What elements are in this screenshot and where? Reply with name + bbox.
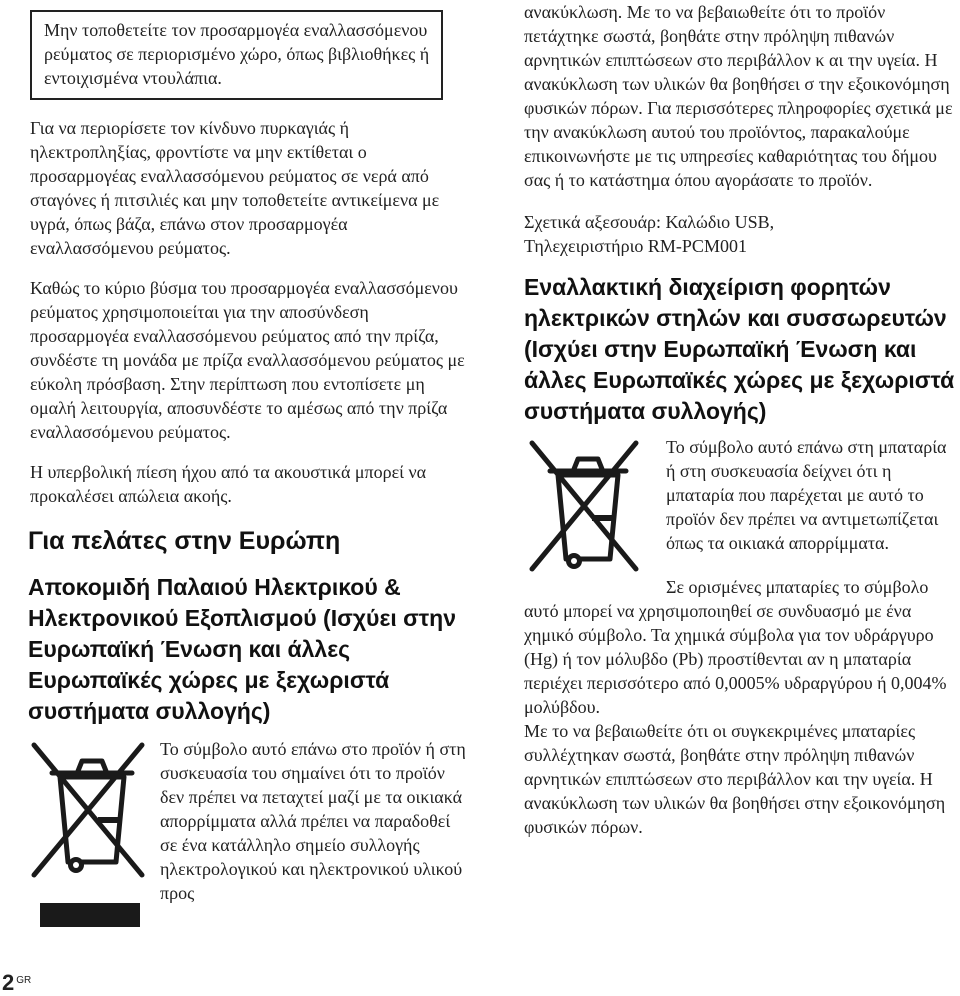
warning-text: Μην τοποθετείτε τον προσαρμογέα εναλλασσόμενου ρεύματος σε περιορισμένο χώρο, όπως βιβλιοθήκες ή εντοιχισμένα ντουλάπια. — [44, 20, 430, 88]
plug-disconnect-paragraph: Καθώς το κύριο βύσμα του προσαρμογέα εναλλασσόμενου ρεύματος χρησιμοποιείται για την αποσύνδεση προσαρμογέα εναλλασσόμενου ρεύματος από την πρίζα, συνδέστε τη μονάδα με πρίζα εναλλασσόμενου ρεύματος με εύκολη πρόσβαση. Στην περίπτωση που εντοπίσετε μη ομαλή λειτουργία, αποσυνδέστε το αμέσως από την πρίζα εναλλασσόμενου ρεύματος. — [30, 278, 465, 442]
chemical-symbol-paragraph: Σε ορισμένες μπαταρίες το σύμβολο αυτό μπορεί να χρησιμοποιηθεί σε συνδυασμό με ένα χημικό σύμβολο. Τα χημικά σύμβολα για τον υδράργυρο (Hg) ή τον μόλυβδο (Pb) προστίθενται αν η μπαταρία περιέχει περισσότερο από 0,0005% υδραργύρου ή 0,004% μολύβδου. — [524, 577, 947, 717]
accessories-line-1: Σχετικά αξεσουάρ: Καλώδιο USB, — [524, 212, 775, 232]
hearing-warning-paragraph: Η υπερβολική πίεση ήχου από τα ακουστικά μπορεί να προκαλέσει απώλεια ακοής. — [30, 462, 427, 506]
right-column — [524, 0, 960, 839]
left-column — [28, 0, 468, 927]
language-code: GR — [16, 975, 32, 986]
recycling-continued-paragraph: ανακύκλωση. Με το να βεβαιωθείτε ότι το προϊόν πετάχτηκε σωστά, βοηθάτε στην πρόληψη πιθανών αρνητικών επιπτώσεων στο περιβάλλον κ αι την υγεία. Η ανακύκλωση των υλικών θα βοηθήσει σ την εξοικονόμηση φυσικών πόρων. Για περισσότερες πληροφορίες σχετικά με την ανακύκλωση αυτού του προϊόντος, παρακαλούμε επικοινωνήστε με τις υπηρεσίες καθαριότητας του δήμου σας ή το κατάστημα όπου αγοράσατε το προϊόν. — [524, 2, 953, 190]
heading-customers-europe: Για πελάτες στην Ευρώπη — [28, 527, 341, 555]
page-number-value: 2 — [2, 970, 15, 995]
accessories-line-2: Τηλεχειριστήριο RM-PCM001 — [524, 236, 747, 256]
weee-symbol-block — [28, 737, 468, 905]
fire-warning-paragraph: Για να περιορίσετε τον κίνδυνο πυρκαγιάς ή ηλεκτροπληξίας, φροντίστε να μην εκτίθεται ο προσαρμογέας εναλλασσόμενου ρεύματος σε νερά από σταγόνες ή πιτσιλιές και μην τοποθετείτε αντικείμενα με υγρά, όπως βάζα, επάνω στον προσαρμογέα εναλλασσόμενου ρεύματος. — [30, 118, 440, 258]
weee-symbol-paragraph: Το σύμβολο αυτό επάνω στο προϊόν ή στη συσκευασία του σημαίνει ότι το προϊόν δεν πρέπει να πεταχτεί μαζί με τα οικιακά απορρίμματα αλλά πρέπει να παραδοθεί σε ένα κατάλληλο σημείο συλλογής ηλεκτρολογικού και ηλεκτρονικού υλικού προς — [160, 739, 466, 903]
heading-battery-disposal: Εναλλακτική διαχείριση φορητών ηλεκτρικών στηλών και συσσωρευτών (Ισχύει στην Ευρωπαϊκή Ένωση και άλλες Ευρωπαϊκές χώρες με ξεχωριστά συστήματα συλλογής) — [524, 274, 955, 424]
warning-box — [30, 10, 443, 100]
battery-symbol-paragraph: Το σύμβολο αυτό επάνω στη μπαταρία ή στη συσκευασία δείχνει ότι η μπαταρία που παρέχεται με αυτό το προϊόν δεν πρέπει να αντιμετωπίζεται όπως τα οικιακά απορρίμματα. — [666, 437, 947, 553]
heading-weee-disposal: Αποκομιδή Παλαιού Ηλεκτρικού & Ηλεκτρονικού Εξοπλισμού (Ισχύει στην Ευρωπαϊκή Ένωση και άλλες Ευρωπαϊκές χώρες με ξεχωριστά συστήματα συλλογής) — [28, 574, 456, 724]
page-number — [2, 972, 31, 994]
battery-recycling-paragraph: Με το να βεβαιωθείτε ότι οι συγκεκριμένες μπαταρίες συλλέχτηκαν σωστά, βοηθάτε στην πρόληψη πιθανών αρνητικών επιπτώσεων στο περιβάλλον και την υγεία. Η ανακύκλωση των υλικών θα βοηθήσει στην εξοικονόμηση φυσικών πόρων. — [524, 721, 946, 837]
crossed-out-battery-bin-icon — [524, 435, 652, 575]
battery-symbol-block — [524, 435, 960, 575]
crossed-out-wheelie-bin-icon — [28, 737, 156, 927]
